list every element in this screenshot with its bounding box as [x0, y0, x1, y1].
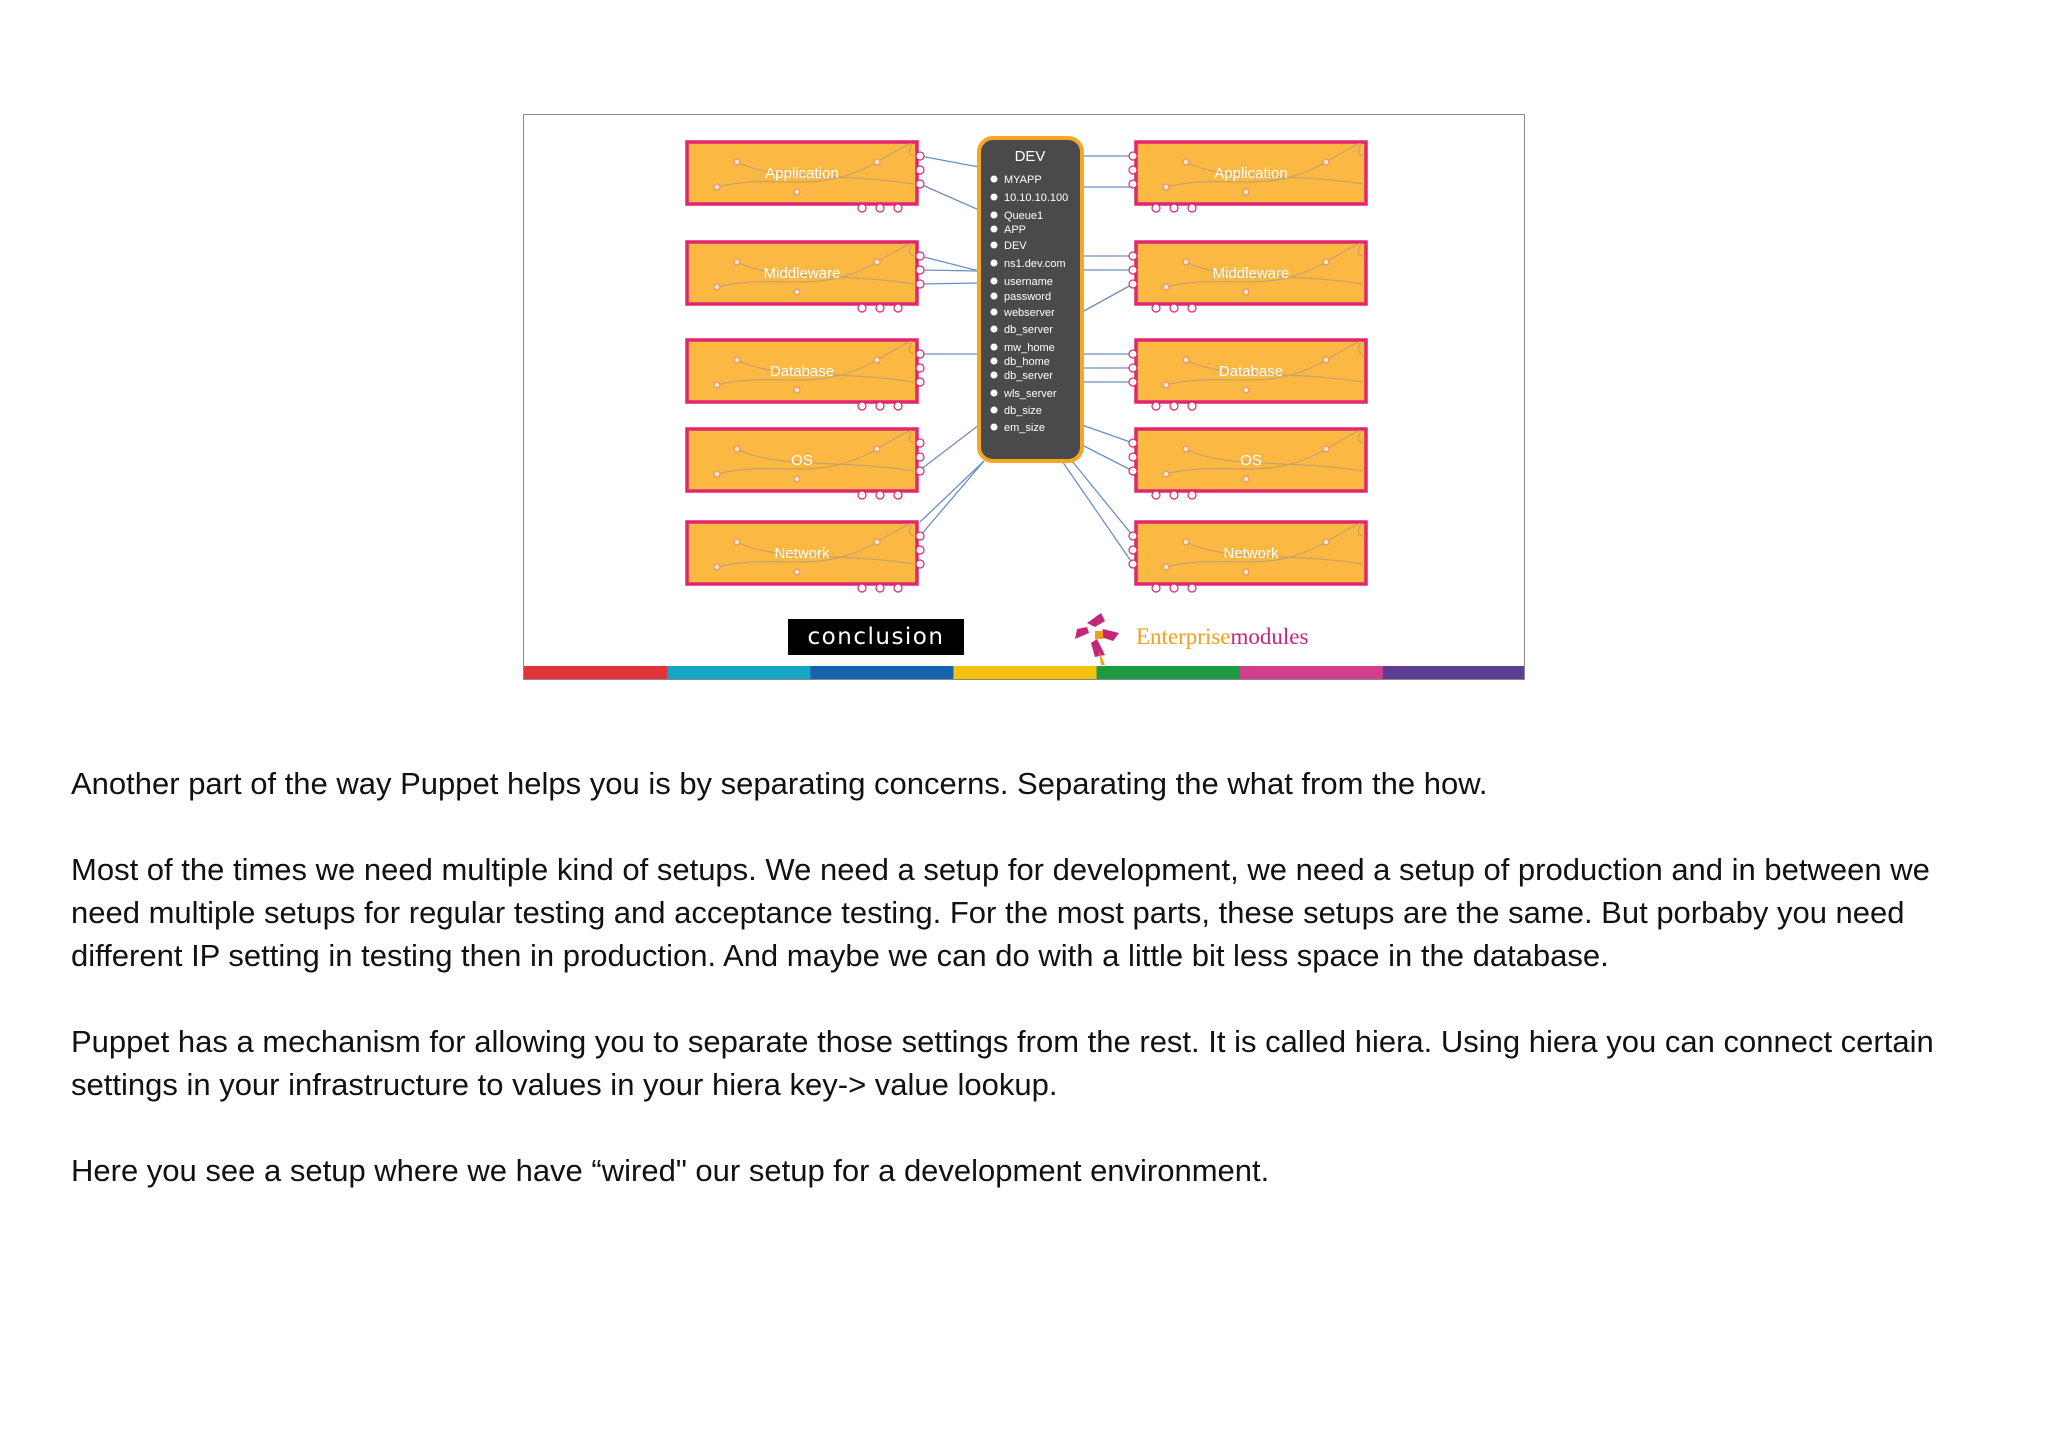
port: [1129, 378, 1137, 386]
key-bullet: [991, 278, 998, 285]
hiera-key: db_size: [1004, 405, 1042, 417]
key-bullet: [991, 260, 998, 267]
port: [1188, 491, 1196, 499]
port: [1170, 204, 1178, 212]
port: [858, 584, 866, 592]
hiera-key: 10.10.10.100: [1004, 192, 1069, 204]
port: [1129, 467, 1137, 475]
port: [1129, 439, 1137, 447]
hiera-key: em_size: [1004, 422, 1045, 434]
dev-panel-title: DEV: [1014, 148, 1046, 165]
port: [1129, 546, 1137, 554]
port: [916, 266, 924, 274]
enterprisemodules-logo-text: [1136, 624, 1309, 649]
port: [1188, 402, 1196, 410]
hiera-key: db_home: [1004, 356, 1050, 368]
right-box-os: [1129, 429, 1366, 499]
port: [894, 491, 902, 499]
port: [858, 491, 866, 499]
port: [858, 402, 866, 410]
port: [858, 304, 866, 312]
port: [1129, 350, 1137, 358]
notes-paragraph-1: Another part of the way Puppet helps you is by separating concerns. Separating the what from the how.: [71, 766, 1488, 801]
logo-prefix: Enterprise: [1136, 624, 1231, 649]
port: [916, 252, 924, 260]
left-box-application: [687, 142, 924, 212]
hiera-key: username: [1004, 276, 1053, 288]
key-bullet: [991, 194, 998, 201]
stripe-segment: [1097, 666, 1241, 680]
hiera-key: MYAPP: [1004, 174, 1042, 186]
port: [916, 180, 924, 188]
box-label: OS: [1240, 452, 1262, 469]
box-label: Application: [765, 165, 839, 182]
right-box-middleware: [1129, 242, 1366, 312]
wire: [1082, 445, 1133, 471]
box-label: Database: [769, 363, 835, 380]
port: [1152, 304, 1160, 312]
wire: [920, 270, 979, 271]
port: [1170, 304, 1178, 312]
conclusion-badge-label: conclusion: [807, 624, 945, 650]
hiera-key: APP: [1004, 224, 1027, 236]
port: [916, 439, 924, 447]
hiera-key: mw_home: [1004, 342, 1055, 354]
right-box-network: [1129, 522, 1366, 592]
port: [1129, 180, 1137, 188]
port: [1129, 266, 1137, 274]
notes-paragraph-4: Here you see a setup where we have “wired" our setup for a development environment.: [71, 1153, 1270, 1188]
stripe-segment: [524, 666, 668, 680]
wire: [1082, 425, 1133, 443]
port: [1170, 491, 1178, 499]
stripe-segment: [953, 666, 1097, 680]
wire: [920, 184, 979, 210]
box-label: Network: [774, 545, 830, 562]
box-label: Middleware: [763, 265, 841, 282]
port: [1170, 402, 1178, 410]
port: [1129, 166, 1137, 174]
key-bullet: [991, 407, 998, 414]
color-stripe: [524, 666, 1525, 680]
port: [1152, 402, 1160, 410]
box-label: Middleware: [1212, 265, 1290, 282]
slide-diagram: [523, 114, 1525, 680]
port: [876, 304, 884, 312]
hiera-key: webserver: [1004, 307, 1055, 319]
port: [1129, 152, 1137, 160]
hiera-key: wls_server: [1004, 388, 1057, 400]
port: [916, 560, 924, 568]
port: [1188, 304, 1196, 312]
dev-panel: [979, 138, 1082, 461]
wire: [1082, 284, 1133, 312]
port: [1170, 584, 1178, 592]
port: [894, 584, 902, 592]
speaker-notes: [71, 762, 1986, 1235]
port: [876, 584, 884, 592]
stripe-segment: [1383, 666, 1525, 680]
port: [916, 364, 924, 372]
hiera-key: ns1.dev.com: [1004, 258, 1066, 270]
port: [876, 204, 884, 212]
hiera-key: db_server: [1004, 370, 1053, 382]
port: [1188, 584, 1196, 592]
port: [916, 350, 924, 358]
wire: [920, 283, 979, 284]
box-label: OS: [791, 452, 813, 469]
box-label: Application: [1214, 165, 1288, 182]
right-box-database: [1129, 340, 1366, 410]
port: [916, 378, 924, 386]
port: [1129, 252, 1137, 260]
box-label: Network: [1223, 545, 1279, 562]
port: [1129, 560, 1137, 568]
key-bullet: [991, 242, 998, 249]
hiera-key: DEV: [1004, 240, 1027, 252]
wire: [920, 461, 984, 522]
stripe-segment: [810, 666, 954, 680]
right-box-application: [1129, 142, 1366, 212]
port: [1152, 204, 1160, 212]
port: [916, 467, 924, 475]
port: [916, 453, 924, 461]
port: [894, 304, 902, 312]
left-box-database: [687, 340, 924, 410]
hiera-key: db_server: [1004, 324, 1053, 336]
key-bullet: [991, 372, 998, 379]
key-bullet: [991, 309, 998, 316]
key-bullet: [991, 326, 998, 333]
port: [916, 166, 924, 174]
port: [876, 402, 884, 410]
key-bullet: [991, 358, 998, 365]
port: [1152, 584, 1160, 592]
key-bullet: [991, 176, 998, 183]
port: [1152, 491, 1160, 499]
port: [916, 152, 924, 160]
wire: [920, 156, 979, 167]
port: [1129, 364, 1137, 372]
logo-suffix: modules: [1230, 624, 1309, 649]
port: [894, 204, 902, 212]
wire: [920, 256, 979, 271]
port: [916, 546, 924, 554]
port: [916, 532, 924, 540]
wire: [1072, 461, 1133, 536]
enterprisemodules-logo-icon: [1075, 613, 1119, 665]
wire: [920, 425, 979, 470]
key-bullet: [991, 424, 998, 431]
notes-paragraph-3: Puppet has a mechanism for allowing you to separate those settings from the rest. It is called hiera. Using hiera you can connect certain settings in your infrastructure to values in your hiera key-> value lookup.: [71, 1024, 1934, 1102]
port: [858, 204, 866, 212]
left-box-network: [687, 522, 924, 592]
port: [876, 491, 884, 499]
slide-footer: [524, 613, 1525, 680]
key-bullet: [991, 212, 998, 219]
stripe-segment: [667, 666, 811, 680]
key-bullet: [991, 390, 998, 397]
hiera-key: password: [1004, 291, 1052, 303]
port: [1129, 280, 1137, 288]
port: [916, 280, 924, 288]
port: [1129, 532, 1137, 540]
key-bullet: [991, 226, 998, 233]
wiring-diagram: [524, 115, 1525, 680]
wire: [920, 461, 984, 536]
notes-paragraph-2: Most of the times we need multiple kind of setups. We need a setup for development, we need a setup of production and in between we need multiple setups for regular testing and acceptance testing. For the most parts, these setups are the same. But porbaby you need different IP setting in testing then in production. And maybe we can do with a little bit less space in the database.: [71, 852, 1930, 973]
key-bullet: [991, 293, 998, 300]
wire: [1062, 461, 1133, 564]
key-bullet: [991, 344, 998, 351]
hiera-key: Queue1: [1004, 210, 1044, 222]
left-box-os: [687, 429, 924, 499]
stripe-segment: [1240, 666, 1384, 680]
port: [1129, 453, 1137, 461]
port: [1188, 204, 1196, 212]
left-box-middleware: [687, 242, 924, 312]
box-label: Database: [1218, 363, 1284, 380]
port: [894, 402, 902, 410]
